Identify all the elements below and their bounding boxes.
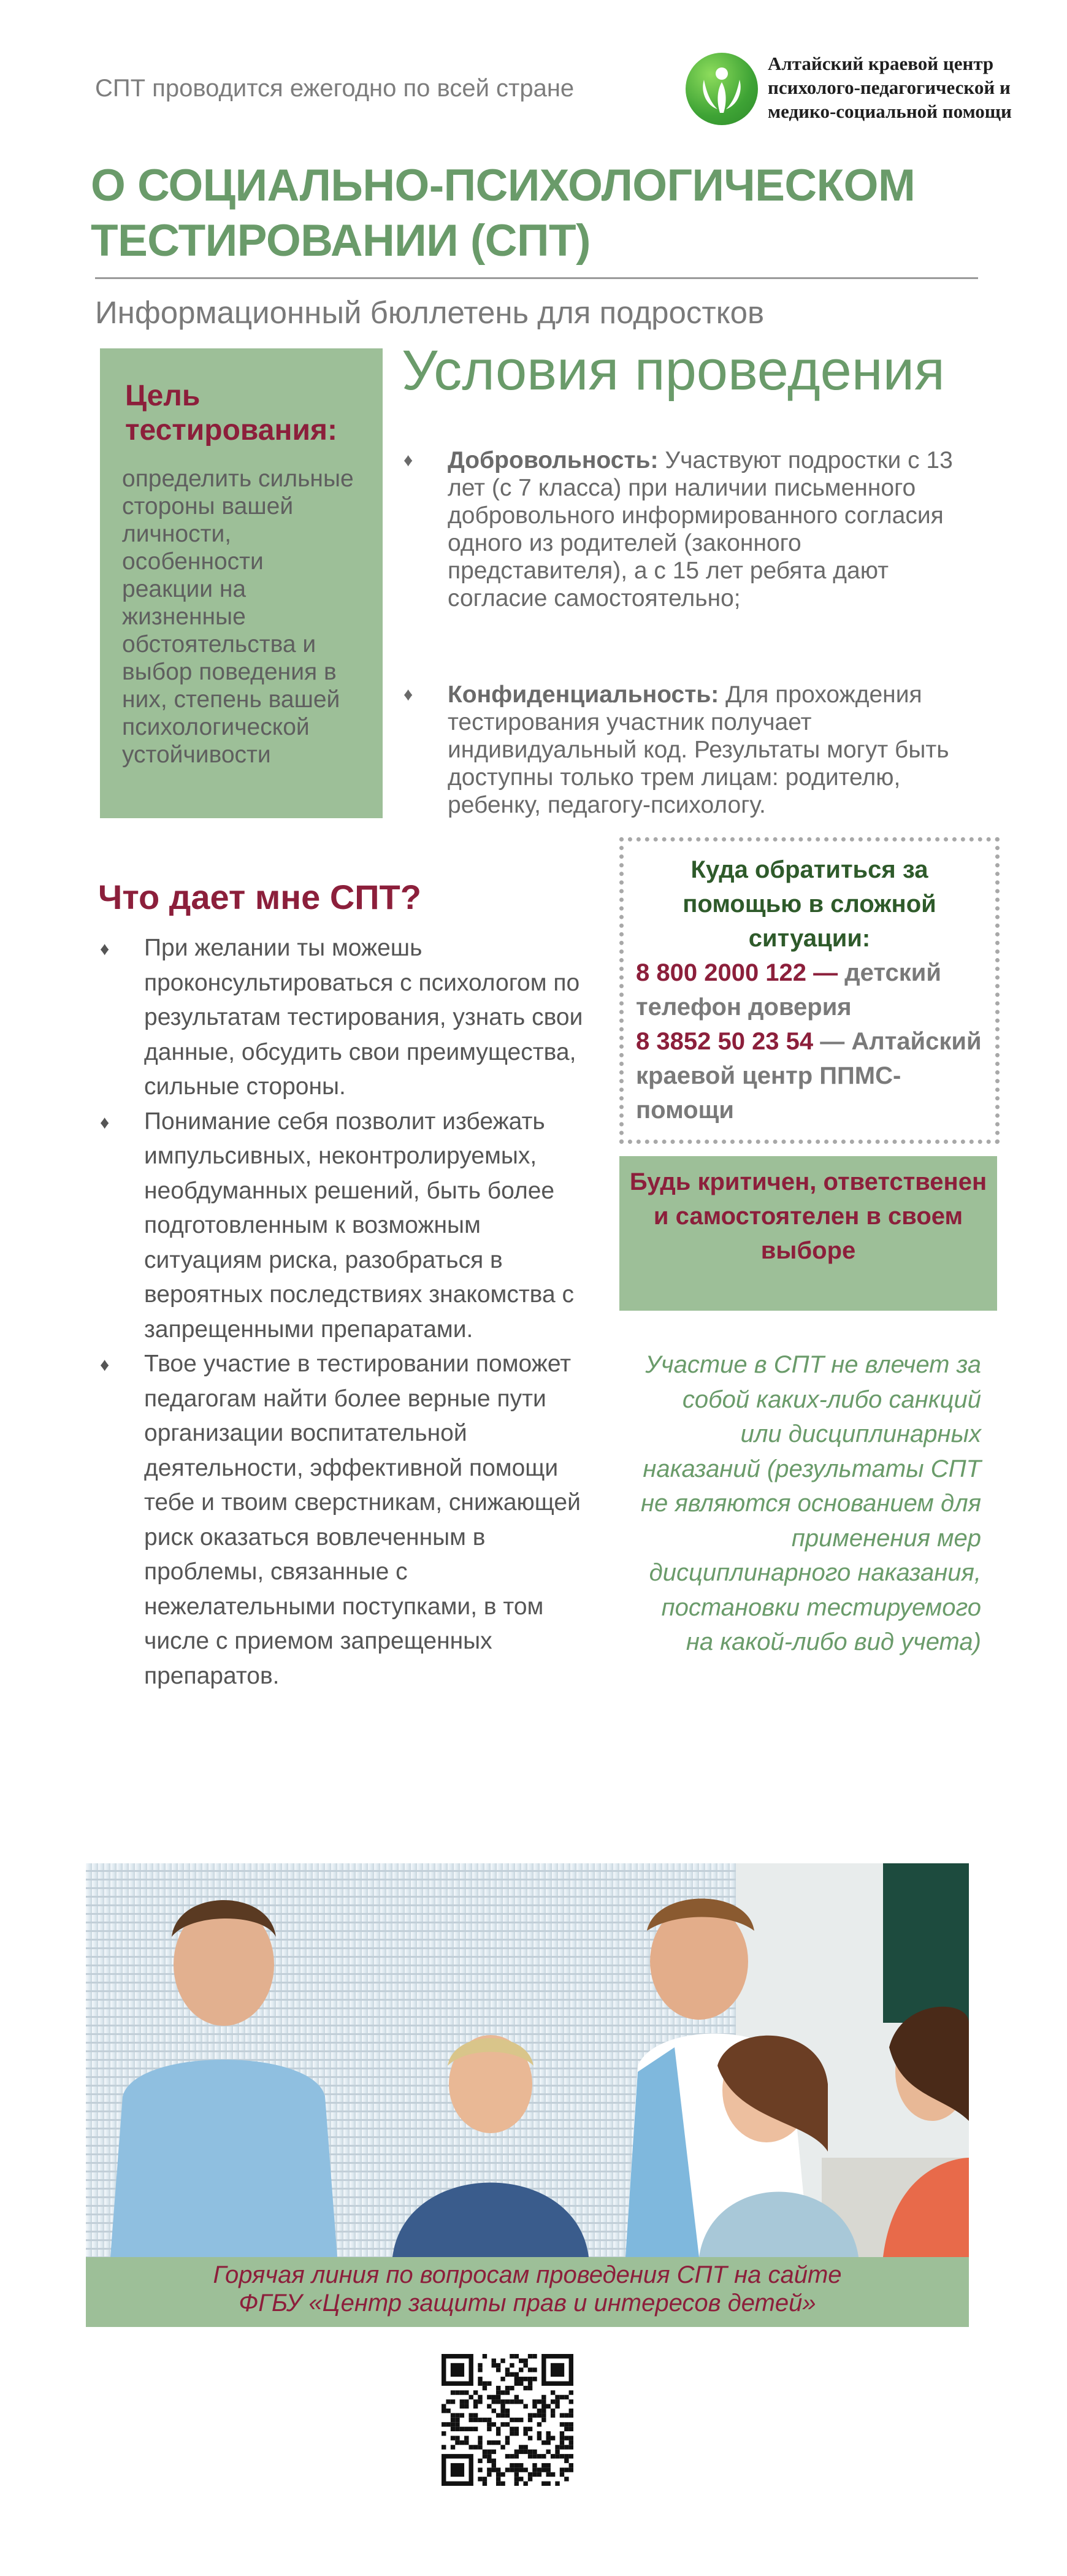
help-contact (636, 956, 983, 1024)
disclaimer-note: Участие в СПТ не влечет за собой каких-либо санкций или дисциплинарных наказаний (результаты СПТ не являются основанием для применения мер дисциплинарного наказания, постановки тестируемого на какой-либо вид учета) (640, 1351, 981, 1655)
diamond-bullet-icon: ♦ (100, 939, 110, 959)
logo-text (768, 52, 1056, 123)
condition-text: Участвуют подростки с 13 лет (с 7 класса) при наличии письменного добровольного информированного согласия одного из родителей (законного представителя), а с 15 лет ребята дают согласие самостоятельно; (448, 447, 953, 611)
benefits-list (98, 931, 601, 1693)
hotline-line: Горячая линия по вопросам проведения СПТ на сайте (213, 2261, 842, 2288)
people-leaf-icon (686, 53, 758, 125)
page-subtitle: Информационный бюллетень для подростков (95, 295, 765, 330)
logo-line: Алтайский краевой центр (768, 53, 994, 74)
diamond-bullet-icon: ♦ (403, 450, 413, 470)
list-item-text: При желании ты можешь проконсультироваться с психологом по результатам тестирования, узнать свои данные, обсудить свои преимущества, сильные стороны. (144, 935, 583, 1100)
list-item (98, 1105, 601, 1347)
title-divider (95, 277, 978, 279)
page-title-line: О СОЦИАЛЬНО-ПСИХОЛОГИЧЕСКОМ (91, 161, 916, 210)
qr-code-icon[interactable] (442, 2354, 573, 2486)
help-contact (636, 1024, 983, 1127)
condition-item (403, 681, 980, 819)
condition-text: Для прохождения тестирования участник получает индивидуальный код. Результаты могут быть доступны только трем лицам: родителю, ребенку, педагогу-психологу. (448, 681, 949, 818)
contact-description: детский телефон доверия (636, 959, 941, 1021)
critical-box: Будь критичен, ответственен и самостоятелен в своем выборе (619, 1156, 997, 1311)
help-box (619, 837, 1000, 1144)
list-item (98, 931, 601, 1105)
teens-photo (86, 1863, 969, 2257)
goal-heading: Цель тестирования: (125, 380, 337, 447)
condition-label: Добровольность: (448, 447, 659, 473)
conditions-heading: Условия проведения (402, 339, 945, 402)
goal-text: определить сильные стороны вашей личности, особенности реакции на жизненные обстоятельства и выбор поведения в них, степень вашей психологической устойчивости (122, 466, 354, 768)
logo-line: психолого-педагогической и (768, 77, 1011, 98)
diamond-bullet-icon: ♦ (100, 1112, 110, 1133)
help-heading: Куда обратиться за помощью в сложной ситуации: (683, 856, 936, 952)
benefits-heading: Что дает мне СПТ? (98, 878, 421, 916)
list-item (98, 1347, 601, 1693)
page-title (91, 158, 986, 269)
phone-number[interactable]: 8 3852 50 23 54 (636, 1028, 814, 1055)
diamond-bullet-icon: ♦ (100, 1355, 110, 1375)
hotline-banner (86, 2257, 969, 2327)
condition-item (403, 447, 980, 612)
condition-label: Конфиденциальность: (448, 681, 719, 708)
tagline: СПТ проводится ежегодно по всей стране (95, 75, 575, 102)
phone-number[interactable]: 8 800 2000 122 — (636, 959, 838, 986)
diamond-bullet-icon: ♦ (403, 684, 413, 705)
list-item-text: Твое участие в тестировании поможет педагогам найти более верные пути организации воспитательной деятельности, эффективной помощи тебе и твоим сверстникам, снижающей риск оказаться вовлеченным в проблемы, связанные с нежелательными поступками, в том числе с приемом запрещенных препаратов. (144, 1351, 581, 1689)
goal-box (100, 348, 383, 818)
logo-line: медико-социальной помощи (768, 101, 1012, 122)
list-item-text: Понимание себя позволит избежать импульсивных, неконтролируемых, необдуманных решений, быть более подготовленным к возможным ситуациям риска, разобраться в вероятных последствиях знакомства с запрещенными препаратами. (144, 1108, 574, 1343)
page-title-line: ТЕСТИРОВАНИИ (СПТ) (91, 216, 591, 266)
hotline-line: ФГБУ «Центр защиты прав и интересов детей» (239, 2290, 816, 2317)
contact-description: — Алтайский краевой центр ППМС-помощи (636, 1028, 982, 1124)
